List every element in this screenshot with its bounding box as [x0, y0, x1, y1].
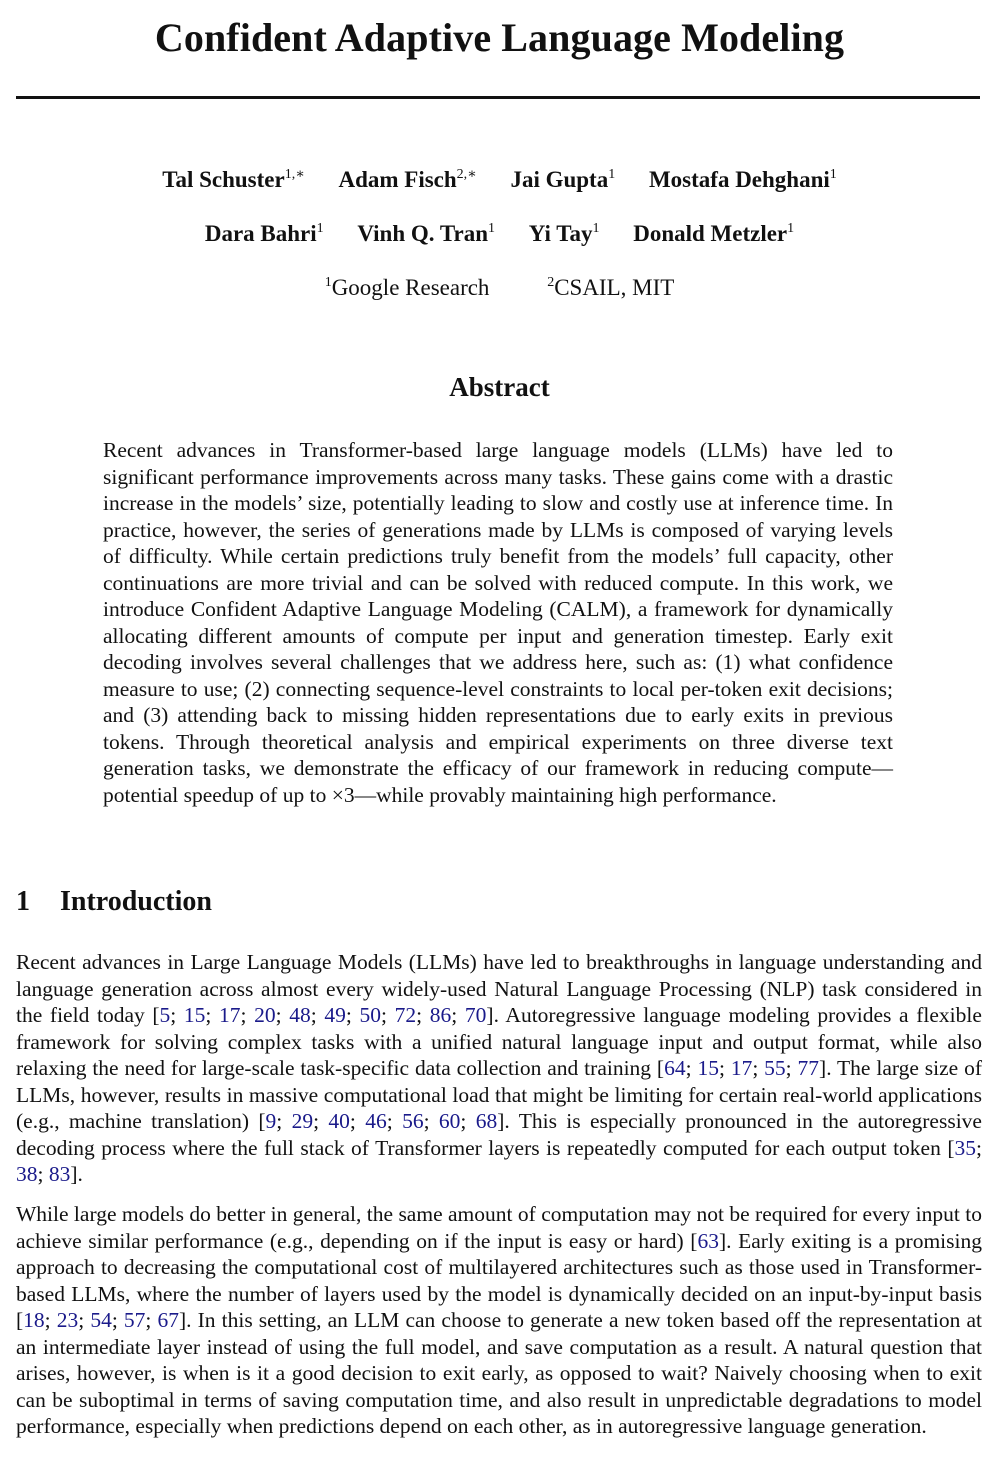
section-title: Introduction — [60, 886, 212, 917]
citation-link[interactable]: 83 — [48, 1162, 71, 1186]
author: Adam Fisch$^{2,∗}$ — [338, 167, 477, 192]
author: Donald Metzler$^1$ — [633, 221, 795, 246]
citation-link[interactable]: 56 — [402, 1109, 424, 1133]
citation-link[interactable]: 15 — [183, 1003, 206, 1027]
citation-link[interactable]: 15 — [697, 1056, 719, 1080]
citation-link[interactable]: 60 — [438, 1109, 461, 1133]
author-list-row-2 — [0, 221, 999, 247]
citation-link[interactable]: 67 — [157, 1308, 179, 1332]
author: Jai Gupta$^1$ — [510, 167, 616, 192]
citation-link[interactable]: 18 — [23, 1308, 45, 1332]
citation-link[interactable]: 55 — [764, 1056, 786, 1080]
citation-link[interactable]: 49 — [324, 1003, 346, 1027]
affiliation: $^2$CSAIL, MIT — [547, 275, 675, 300]
intro-paragraph-1: Recent advances in Large Language Models (LLMs) have led to breakthroughs in language understanding and language generation across almost every widely-used Natural Language Processing (NLP) task considered in the field today [5; 15; 17; 20; 48; 49; 50; 72; 86; 70]. Autoregressive language modeling provides a flexible framework for solving complex tasks with a unified natural language input and output format, while also relaxing the need for large-scale task-specific data collection and training [64; 15; 17; 55; 77]. The large size of LLMs, however, results in massive computational load that might be limiting for certain real-world applications (e.g., machine translation) [9; 29; 40; 46; 56; 60; 68]. This is especially pronounced in the autoregressive decoding process where the full stack of Transformer layers is repeatedly computed for each output token [35; 38; 83]. — [16, 950, 983, 1186]
citation-link[interactable]: 50 — [359, 1003, 382, 1027]
section-number: 1 — [16, 886, 30, 917]
citation-link[interactable]: 70 — [464, 1003, 487, 1027]
author: Tal Schuster$^{1,∗}$ — [162, 167, 305, 192]
citation-link[interactable]: 40 — [328, 1109, 350, 1133]
citation-link[interactable]: 63 — [697, 1228, 719, 1253]
abstract-text: Recent advances in Transformer-based large language models (LLMs) have led to significant performance improvements across many tasks. These gains come with a drastic increase in the models’ size, potentially leading to slow and costly use at inference time. In practice, however, the series of generations made by LLMs is composed of varying levels of difficulty. While certain predictions truly benefit from the models’ full capacity, other continuations are more trivial and can be solved with reduced compute. In this work, we introduce Confident Adaptive Language Modeling (CALM), a framework for dynamically allocating different amounts of compute per input and generation timestep. Early exit decoding involves several challenges that we address here, such as: (1) what confidence measure to use; (2) connecting sequence-level constraints to local per-token exit decisions; and (3) attending back to missing hidden representations due to early exits in previous tokens. Through theoretical analysis and empirical experiments on three diverse text generation tasks, we demonstrate the efficacy of our framework in reducing compute—potential speedup of up to ×3—while provably maintaining high performance. — [103, 438, 893, 807]
title-rule — [16, 96, 980, 99]
citation-link[interactable]: 68 — [475, 1109, 498, 1133]
paper-title: Confident Adaptive Language Modeling — [154, 15, 845, 60]
citation-link[interactable]: 17 — [219, 1003, 241, 1027]
citation-link[interactable]: 72 — [394, 1003, 417, 1027]
author-list-row-1 — [0, 166, 999, 193]
citation-link[interactable]: 5 — [159, 1003, 171, 1027]
citation-link[interactable]: 46 — [365, 1109, 387, 1133]
author: Vinh Q. Tran$^1$ — [357, 221, 495, 246]
citation-link[interactable]: 57 — [123, 1308, 146, 1332]
citation-link[interactable]: 64 — [664, 1056, 686, 1080]
citation-link[interactable]: 20 — [254, 1003, 276, 1027]
citation-link[interactable]: 38 — [16, 1162, 38, 1186]
citation-link[interactable]: 86 — [429, 1003, 452, 1027]
citation-link[interactable]: 35 — [954, 1135, 977, 1160]
citation-link[interactable]: 23 — [56, 1308, 79, 1332]
citation-link[interactable]: 17 — [730, 1056, 753, 1080]
citation-link[interactable]: 48 — [289, 1003, 311, 1027]
intro-paragraph-2: While large models do better in general, the same amount of computation may not be required for every input to achieve similar performance (e.g., depending on if the input is easy or hard) [63]. Early exiting is a promising approach to decreasing the computational cost of multilayered architectures such as those used in Transformer-based LLMs, where the number of layers used by the model is dynamically decided on an input-by-input basis [18; 23; 54; 57; 67]. In this setting, an LLM can choose to generate a new token based off the representation at an intermediate layer instead of using the full model, and save computation as a result. A natural question that arises, however, is when is it a good decision to exit early, as opposed to wait? Naively choosing when to exit can be suboptimal in terms of saving computation time, and also result in unpredictable degradations to model performance, especially when predictions depend on each other, as in autoregressive language generation. — [16, 1202, 982, 1438]
author: Mostafa Dehghani$^1$ — [648, 167, 837, 192]
author: Dara Bahri$^1$ — [204, 221, 324, 246]
citation-link[interactable]: 9 — [265, 1109, 277, 1133]
affiliation: $^1$Google Research — [324, 275, 490, 300]
abstract-heading: Abstract — [449, 372, 550, 402]
citation-link[interactable]: 54 — [90, 1308, 112, 1332]
section-heading — [16, 886, 212, 918]
citation-link[interactable]: 77 — [797, 1056, 820, 1080]
affiliations — [0, 275, 999, 301]
citation-link[interactable]: 29 — [291, 1109, 314, 1133]
author: Yi Tay$^1$ — [528, 221, 600, 246]
